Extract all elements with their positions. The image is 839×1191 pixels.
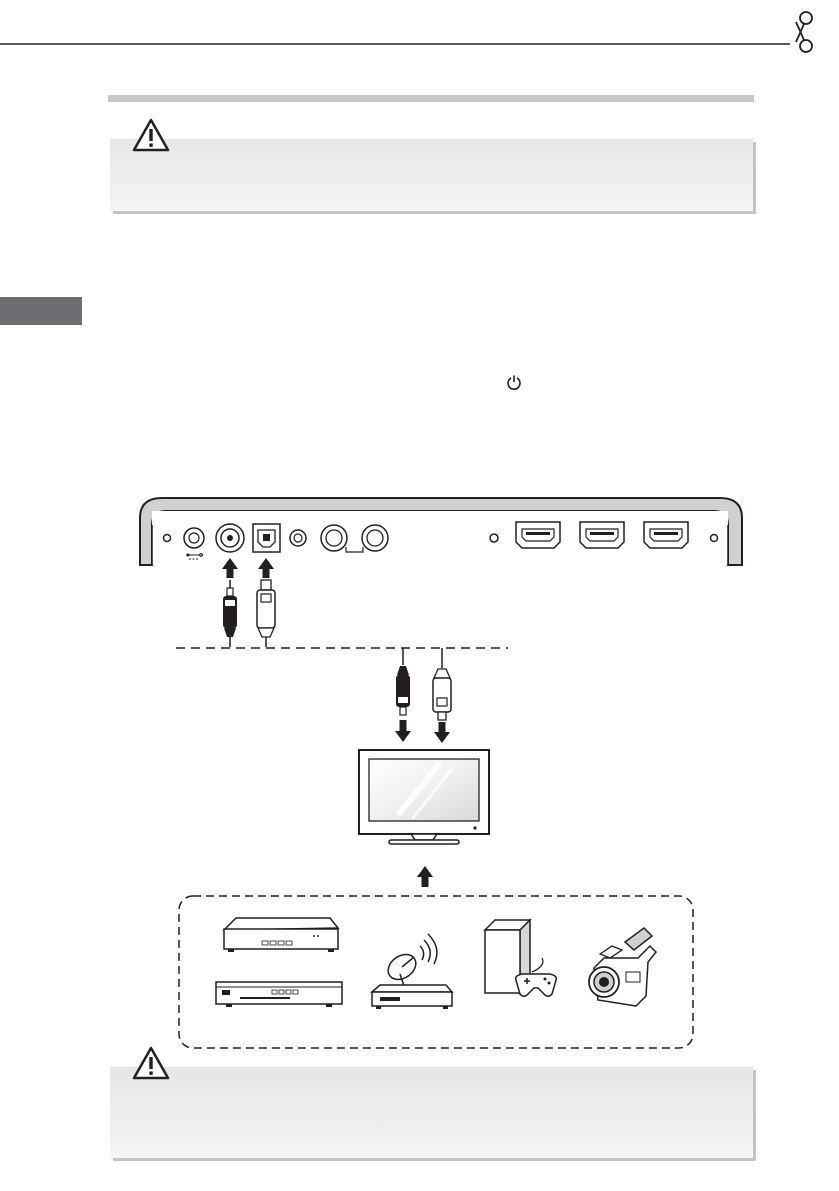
game-console-icon (485, 920, 556, 996)
warning-box-bottom (110, 1067, 753, 1158)
warning-box-top (110, 139, 753, 211)
arrow-up-to-tv (417, 866, 433, 887)
scissors-icon (796, 12, 812, 52)
cut-line (0, 0, 839, 60)
power-icon (506, 374, 522, 390)
optical-input-port (253, 524, 280, 552)
cable-box-icon (224, 918, 338, 952)
coaxial-plug-bottom (395, 666, 411, 742)
connection-diagram (0, 480, 839, 1060)
hdmi-ports (516, 522, 688, 548)
satellite-receiver-icon (372, 934, 452, 1009)
coaxial-plug-top (223, 580, 237, 647)
header-bar (108, 95, 754, 102)
camcorder-icon (589, 928, 656, 1006)
warning-triangle-icon (131, 117, 171, 153)
dvd-player-icon (216, 982, 342, 1007)
tv-icon (359, 750, 489, 844)
optical-plug-bottom (433, 669, 451, 743)
soundbar-rear-panel (140, 498, 742, 565)
coaxial-input-port (216, 524, 244, 552)
warning-triangle-icon (131, 1045, 171, 1081)
optical-plug-top (257, 580, 275, 647)
aux-input-port (290, 530, 306, 546)
section-side-tab (0, 297, 82, 325)
